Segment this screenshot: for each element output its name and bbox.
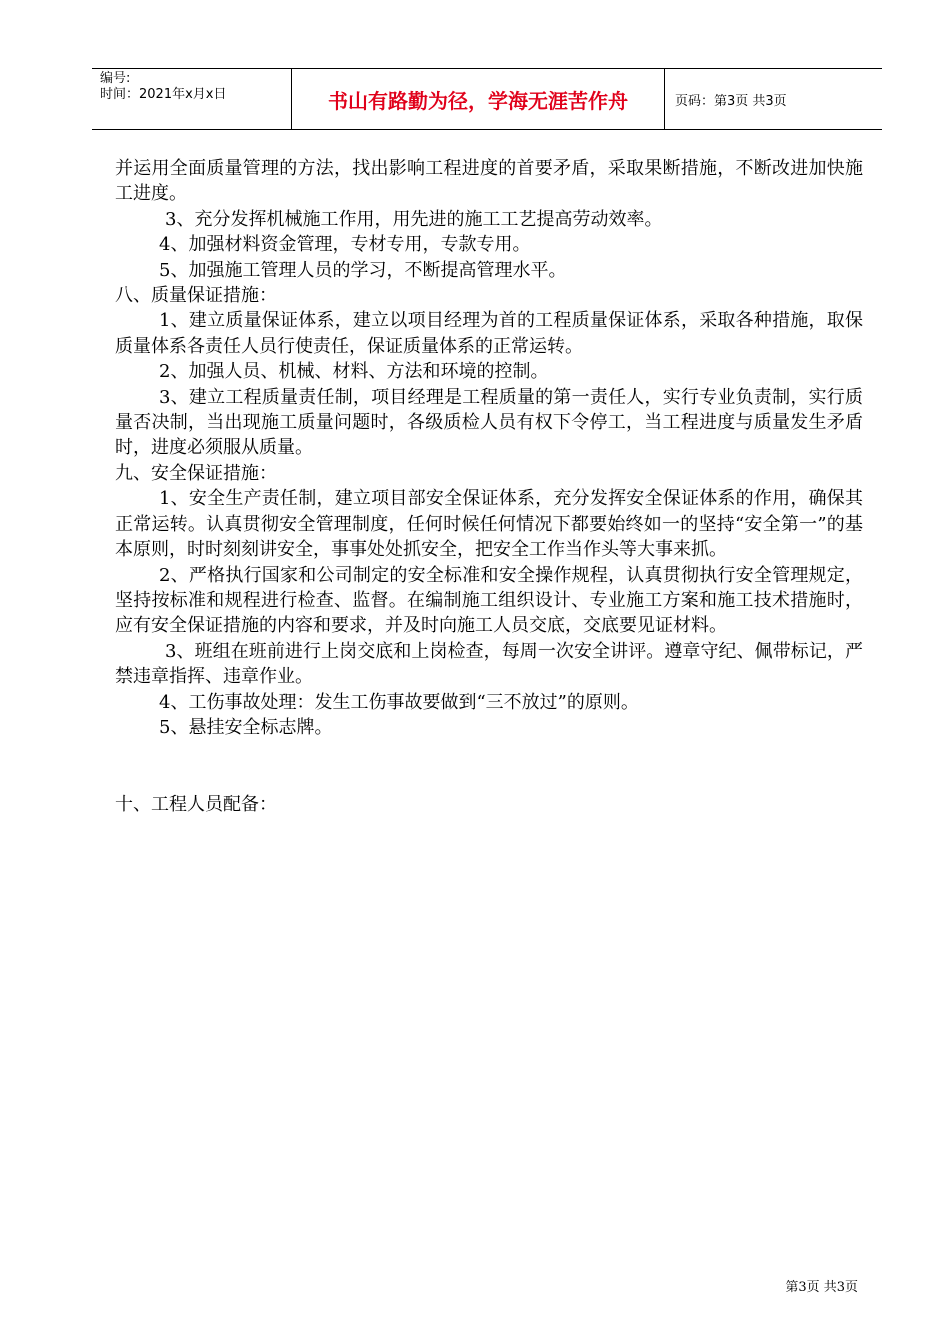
header-page-number: 页码：第3页 共3页	[675, 93, 787, 109]
header-slogan: 书山有路勤为径，学海无涯苦作舟	[292, 69, 665, 129]
paragraph: 2、加强人员、机械、材料、方法和环境的控制。	[159, 361, 549, 383]
document-number-label: 编号:	[100, 71, 131, 86]
section-heading-8: 八、质量保证措施：	[115, 285, 277, 307]
page-footer: 第3页 共3页	[785, 1280, 858, 1295]
paragraph: 4、工伤事故处理：发生工伤事故要做到“三不放过”的原则。	[159, 691, 639, 713]
page-header	[92, 68, 882, 130]
paragraph: 3、充分发挥机械施工作用，用先进的施工工艺提高劳动效率。	[165, 208, 663, 230]
paragraph: 2、严格执行国家和公司制定的安全标准和安全操作规程，认真贯彻执行安全管理规定，坚持按标准和规程进行检查、监督。在编制施工组织设计、专业施工方案和施工技术措施时，应有安全保证措施的内容和要求，并及时向施工人员交底，交底要见证材料。	[115, 564, 863, 637]
paragraph: 4、加强材料资金管理，专材专用，专款专用。	[159, 234, 531, 256]
paragraph: 3、班组在班前进行上岗交底和上岗检查，每周一次安全讲评。遵章守纪、佩带标记，严禁违章指挥、违章作业。	[115, 640, 863, 688]
paragraph: 并运用全面质量管理的方法，找出影响工程进度的首要矛盾，采取果断措施，不断改进加快施工进度。	[115, 158, 863, 205]
document-time-label: 时间：2021年x月x日	[100, 87, 227, 102]
section-heading-9: 九、安全保证措施：	[115, 462, 277, 484]
header-meta	[92, 69, 292, 129]
document-body	[115, 156, 863, 818]
paragraph: 1、安全生产责任制，建立项目部安全保证体系，充分发挥安全保证体系的作用，确保其正常运转。认真贯彻安全管理制度，任何时候任何情况下都要始终如一的坚持“安全第一”的基本原则，时时刻刻讲安全，事事处处抓安全，把安全工作当作头等大事来抓。	[115, 488, 863, 561]
paragraph: 5、悬挂安全标志牌。	[159, 716, 333, 738]
spacer	[115, 740, 863, 792]
paragraph: 3、建立工程质量责任制，项目经理是工程质量的第一责任人，实行专业负责制，实行质量否决制，当出现施工质量问题时，各级质检人员有权下令停工，当工程进度与质量发生矛盾时，进度必须服从质量。	[115, 386, 863, 459]
paragraph: 5、加强施工管理人员的学习，不断提高管理水平。	[159, 259, 567, 281]
section-heading-10: 十、工程人员配备：	[115, 794, 277, 816]
paragraph: 1、建立质量保证体系，建立以项目经理为首的工程质量保证体系，采取各种措施，取保质量体系各责任人员行使责任，保证质量体系的正常运转。	[115, 310, 863, 357]
